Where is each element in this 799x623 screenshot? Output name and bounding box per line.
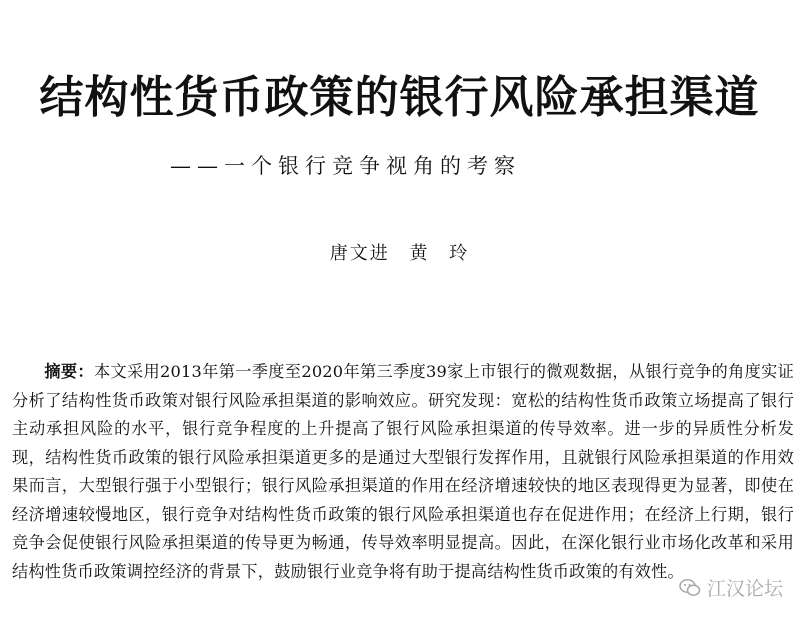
watermark-text: 江汉论坛 — [706, 578, 783, 600]
abstract-text: 本文采用2013年第一季度至2020年第三季度39家上市银行的微观数据，从银行竞争的角度实证分析了结构性货币政策对银行风险承担渠道的影响效应。研究发现：宽松的结构性货币政策立场提高了银行主动承担风险的水平，银行竞争程度的上升提高了银行风险承担渠道的传导效率。进一步的异质性分析发现，结构性货币政策的银行风险承担渠道更多的是通过大型银行发挥作用，且就银行风险承担渠道的作用效果而言，大型银行强于小型银行；银行风险承担渠道的作用在经济增速较快的地区表现得更为显著，即使在经济增速较慢地区，银行竞争对结构性货币政策的银行风险承担渠道也存在促进作用；在经济上行期，银行竞争会促使银行风险承担渠道的传导更为畅通，传导效率明显提高。因此，在深化银行业市场化改革和采用结构性货币政策调控经济的背景下，鼓励银行业竞争将有助于提高结构性货币政策的有效性。 — [12, 362, 795, 581]
paper-title: 结构性货币政策的银行风险承担渠道 — [39, 72, 760, 123]
watermark — [679, 574, 783, 601]
abstract-paragraph — [12, 358, 794, 586]
paper-subtitle: ——一个银行竞争视角的考察 — [170, 154, 521, 178]
wechat-icon — [679, 578, 701, 598]
abstract-label: 摘要： — [44, 362, 94, 382]
paper-authors: 唐文进 黄 玲 — [329, 243, 470, 264]
